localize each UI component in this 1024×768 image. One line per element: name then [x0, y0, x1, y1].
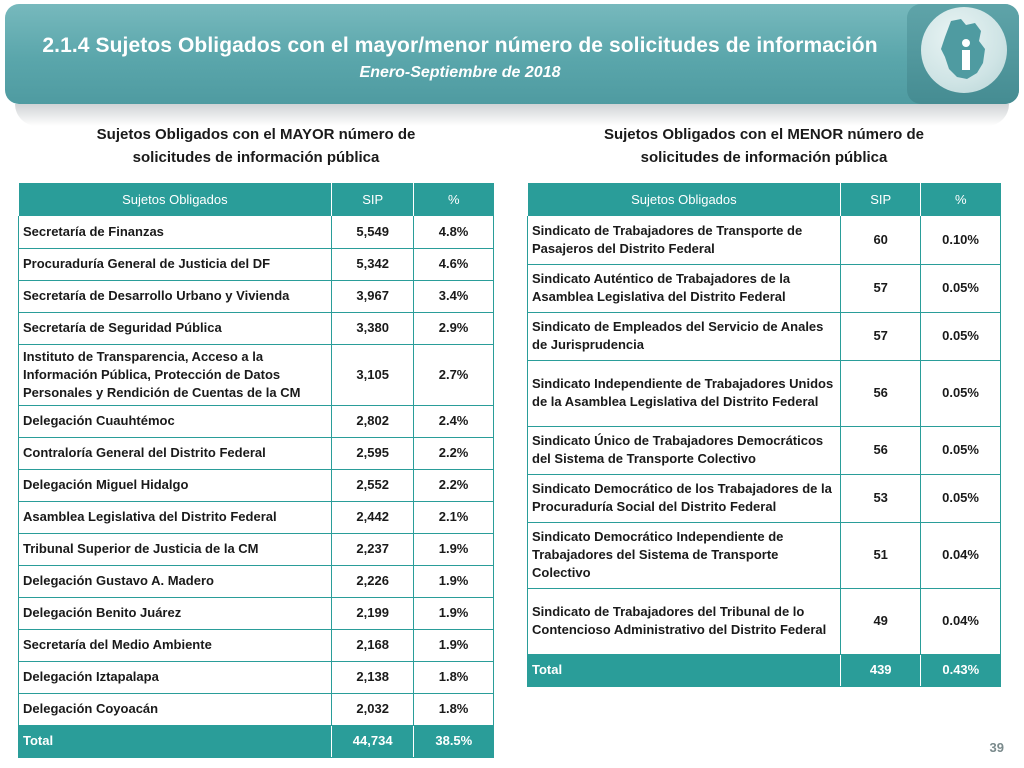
header-banner — [5, 4, 1019, 104]
cell-pct: 1.9% — [414, 597, 494, 629]
cell-pct: 2.9% — [414, 312, 494, 344]
total-label: Total — [19, 725, 332, 757]
cell-subject: Secretaría de Finanzas — [19, 216, 332, 248]
table-header-row — [19, 183, 494, 216]
cell-sip: 56 — [841, 360, 921, 426]
cell-sip: 3,105 — [332, 344, 414, 405]
cell-sip: 56 — [841, 426, 921, 474]
table-row — [528, 360, 1001, 426]
table-row — [19, 501, 494, 533]
table-row — [19, 405, 494, 437]
cell-pct: 1.9% — [414, 565, 494, 597]
cell-pct: 1.8% — [414, 661, 494, 693]
cell-pct: 0.04% — [921, 522, 1001, 588]
cell-sip: 49 — [841, 588, 921, 654]
table-row — [19, 469, 494, 501]
cell-pct: 2.4% — [414, 405, 494, 437]
total-pct: 38.5% — [414, 725, 494, 757]
cdmx-map-info-icon — [921, 7, 1007, 93]
cell-subject: Contraloría General del Distrito Federal — [19, 437, 332, 469]
right-table — [527, 183, 1001, 687]
table-row — [19, 344, 494, 405]
cell-subject: Sindicato de Trabajadores del Tribunal de lo Contencioso Administrativo del Distrito Federal — [528, 588, 841, 654]
table-row — [19, 437, 494, 469]
cell-pct: 0.10% — [921, 216, 1001, 264]
cell-pct: 0.05% — [921, 426, 1001, 474]
cell-sip: 2,226 — [332, 565, 414, 597]
cell-pct: 0.05% — [921, 360, 1001, 426]
cell-pct: 2.2% — [414, 437, 494, 469]
cell-subject: Secretaría de Seguridad Pública — [19, 312, 332, 344]
left-table — [18, 183, 494, 758]
table-row — [528, 312, 1001, 360]
cell-sip: 57 — [841, 312, 921, 360]
logo — [907, 4, 1019, 104]
cell-subject: Delegación Coyoacán — [19, 693, 332, 725]
total-sip: 44,734 — [332, 725, 414, 757]
cell-subject: Procuraduría General de Justicia del DF — [19, 248, 332, 280]
table-row — [528, 588, 1001, 654]
total-pct: 0.43% — [921, 654, 1001, 686]
cell-sip: 51 — [841, 522, 921, 588]
cell-subject: Delegación Iztapalapa — [19, 661, 332, 693]
table-row — [528, 264, 1001, 312]
page-number: 39 — [989, 740, 1004, 755]
total-row — [528, 654, 1001, 686]
cell-subject: Sindicato de Trabajadores de Transporte de Pasajeros del Distrito Federal — [528, 216, 841, 264]
cell-sip: 5,549 — [332, 216, 414, 248]
cell-subject: Secretaría del Medio Ambiente — [19, 629, 332, 661]
cell-pct: 0.05% — [921, 312, 1001, 360]
cell-pct: 4.8% — [414, 216, 494, 248]
cell-sip: 2,595 — [332, 437, 414, 469]
col-header-subject: Sujetos Obligados — [528, 183, 841, 216]
cell-pct: 2.2% — [414, 469, 494, 501]
cell-subject: Secretaría de Desarrollo Urbano y Vivienda — [19, 280, 332, 312]
col-header-sip: SIP — [841, 183, 921, 216]
right-heading-line1: Sujetos Obligados con el MENOR número de — [603, 126, 925, 143]
page-subtitle: Enero-Septiembre de 2018 — [359, 64, 561, 81]
cell-sip: 2,237 — [332, 533, 414, 565]
cell-pct: 0.05% — [921, 474, 1001, 522]
table-row — [528, 474, 1001, 522]
table-row — [19, 661, 494, 693]
cell-subject: Sindicato Independiente de Trabajadores Unidos de la Asamblea Legislativa del Distrito Federal — [528, 360, 841, 426]
col-header-pct: % — [414, 183, 494, 216]
cell-pct: 4.6% — [414, 248, 494, 280]
cell-subject: Instituto de Transparencia, Acceso a la Información Pública, Protección de Datos Personales y Rendición de Cuentas de la CM — [19, 344, 332, 405]
table-row — [19, 597, 494, 629]
cell-sip: 2,168 — [332, 629, 414, 661]
cell-sip: 57 — [841, 264, 921, 312]
cell-sip: 2,138 — [332, 661, 414, 693]
table-row — [19, 533, 494, 565]
table-header-row — [528, 183, 1001, 216]
cell-sip: 5,342 — [332, 248, 414, 280]
cell-subject: Sindicato Democrático de los Trabajadores de la Procuraduría Social del Distrito Federal — [528, 474, 841, 522]
cell-subject: Sindicato Auténtico de Trabajadores de la Asamblea Legislativa del Distrito Federal — [528, 264, 841, 312]
cell-pct: 2.7% — [414, 344, 494, 405]
cell-pct: 3.4% — [414, 280, 494, 312]
table-row — [528, 426, 1001, 474]
table-row — [528, 216, 1001, 264]
table-row — [19, 280, 494, 312]
logo-circle — [921, 7, 1007, 93]
cell-subject: Sindicato Único de Trabajadores Democráticos del Sistema de Transporte Colectivo — [528, 426, 841, 474]
cell-sip: 2,442 — [332, 501, 414, 533]
cell-subject: Delegación Cuauhtémoc — [19, 405, 332, 437]
cell-subject: Delegación Benito Juárez — [19, 597, 332, 629]
cell-sip: 2,552 — [332, 469, 414, 501]
cell-pct: 0.04% — [921, 588, 1001, 654]
cell-subject: Asamblea Legislativa del Distrito Federal — [19, 501, 332, 533]
cell-pct: 1.8% — [414, 693, 494, 725]
total-row — [19, 725, 494, 757]
table-row — [19, 565, 494, 597]
cell-sip: 2,802 — [332, 405, 414, 437]
right-heading-line2: solicitudes de información pública — [640, 149, 888, 166]
col-header-pct: % — [921, 183, 1001, 216]
cell-pct: 1.9% — [414, 629, 494, 661]
left-heading-line1: Sujetos Obligados con el MAYOR número de — [96, 126, 416, 143]
total-sip: 439 — [841, 654, 921, 686]
table-row — [19, 216, 494, 248]
cell-sip: 3,967 — [332, 280, 414, 312]
table-row — [528, 522, 1001, 588]
total-label: Total — [528, 654, 841, 686]
table-row — [19, 248, 494, 280]
cell-pct: 1.9% — [414, 533, 494, 565]
cell-subject: Delegación Miguel Hidalgo — [19, 469, 332, 501]
page-title: 2.1.4 Sujetos Obligados con el mayor/menor número de solicitudes de información — [42, 34, 878, 57]
right-section-heading — [527, 123, 1001, 169]
cell-sip: 2,032 — [332, 693, 414, 725]
cell-sip: 2,199 — [332, 597, 414, 629]
cell-sip: 60 — [841, 216, 921, 264]
table-row — [19, 312, 494, 344]
left-section-heading — [18, 123, 494, 169]
cell-sip: 53 — [841, 474, 921, 522]
cell-subject: Sindicato Democrático Independiente de Trabajadores del Sistema de Transporte Colectivo — [528, 522, 841, 588]
col-header-sip: SIP — [332, 183, 414, 216]
cell-pct: 0.05% — [921, 264, 1001, 312]
col-header-subject: Sujetos Obligados — [19, 183, 332, 216]
cell-subject: Tribunal Superior de Justicia de la CM — [19, 533, 332, 565]
left-heading-line2: solicitudes de información pública — [132, 149, 380, 166]
cell-sip: 3,380 — [332, 312, 414, 344]
table-row — [19, 693, 494, 725]
cell-subject: Sindicato de Empleados del Servicio de Anales de Jurisprudencia — [528, 312, 841, 360]
table-row — [19, 629, 494, 661]
cell-subject: Delegación Gustavo A. Madero — [19, 565, 332, 597]
cell-pct: 2.1% — [414, 501, 494, 533]
